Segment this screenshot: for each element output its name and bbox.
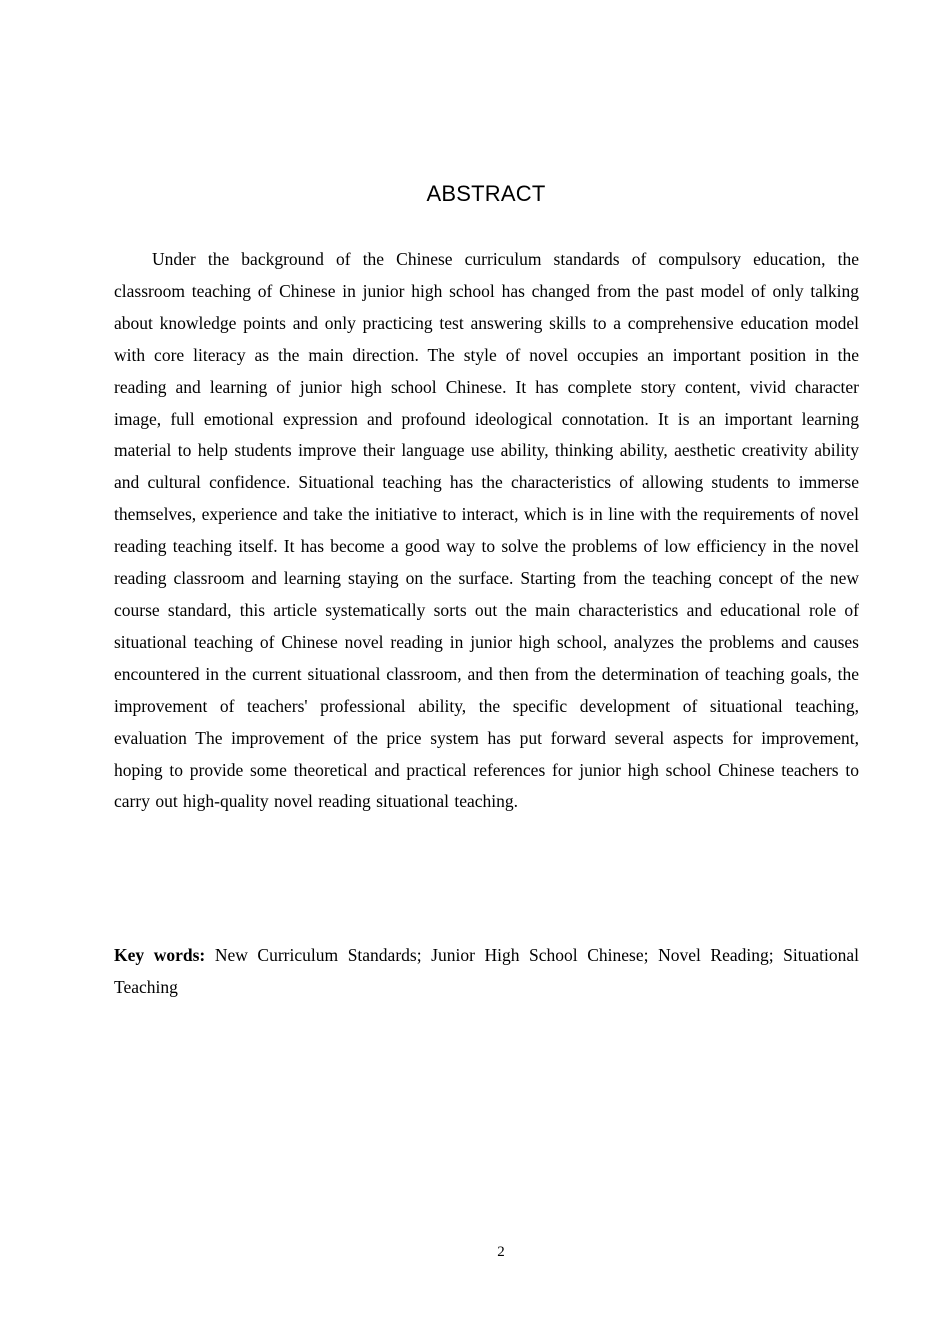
- abstract-title: ABSTRACT: [426, 181, 546, 206]
- keywords-line: [114, 939, 859, 1003]
- page-number: 2: [497, 1244, 505, 1260]
- abstract-paragraph: Under the background of the Chinese curriculum standards of compulsory education, the classroom teaching of Chinese in junior high school has changed from the past model of only talking about knowledge points and only practicing test answering skills to a comprehensive education model with core literacy as the main direction. The style of novel occupies an important position in the reading and learning of junior high school Chinese. It has complete story content, vivid character image, full emotional expression and profound ideological connotation. It is an important learning material to help students improve their language use ability, thinking ability, aesthetic creativity ability and cultural confidence. Situational teaching has the characteristics of allowing students to immerse themselves, experience and take the initiative to interact, which is in line with the requirements of novel reading teaching itself. It has become a good way to solve the problems of low efficiency in the novel reading classroom and learning staying on the surface. Starting from the teaching concept of the new course standard, this article systematically sorts out the main characteristics and educational role of situational teaching of Chinese novel reading in junior high school, analyzes the problems and causes encountered in the current situational classroom, and then from the determination of teaching goals, the improvement of teachers' professional ability, the specific development of situational teaching, evaluation The improvement of the price system has put forward several aspects for improvement, hoping to provide some theoretical and practical references for junior high school Chinese teachers to carry out high-quality novel reading situational teaching.: [114, 249, 859, 812]
- keywords-label: Key words:: [114, 945, 206, 965]
- keywords-list: New Curriculum Standards; Junior High School Chinese; Novel Reading; Situational Teaching: [114, 945, 859, 997]
